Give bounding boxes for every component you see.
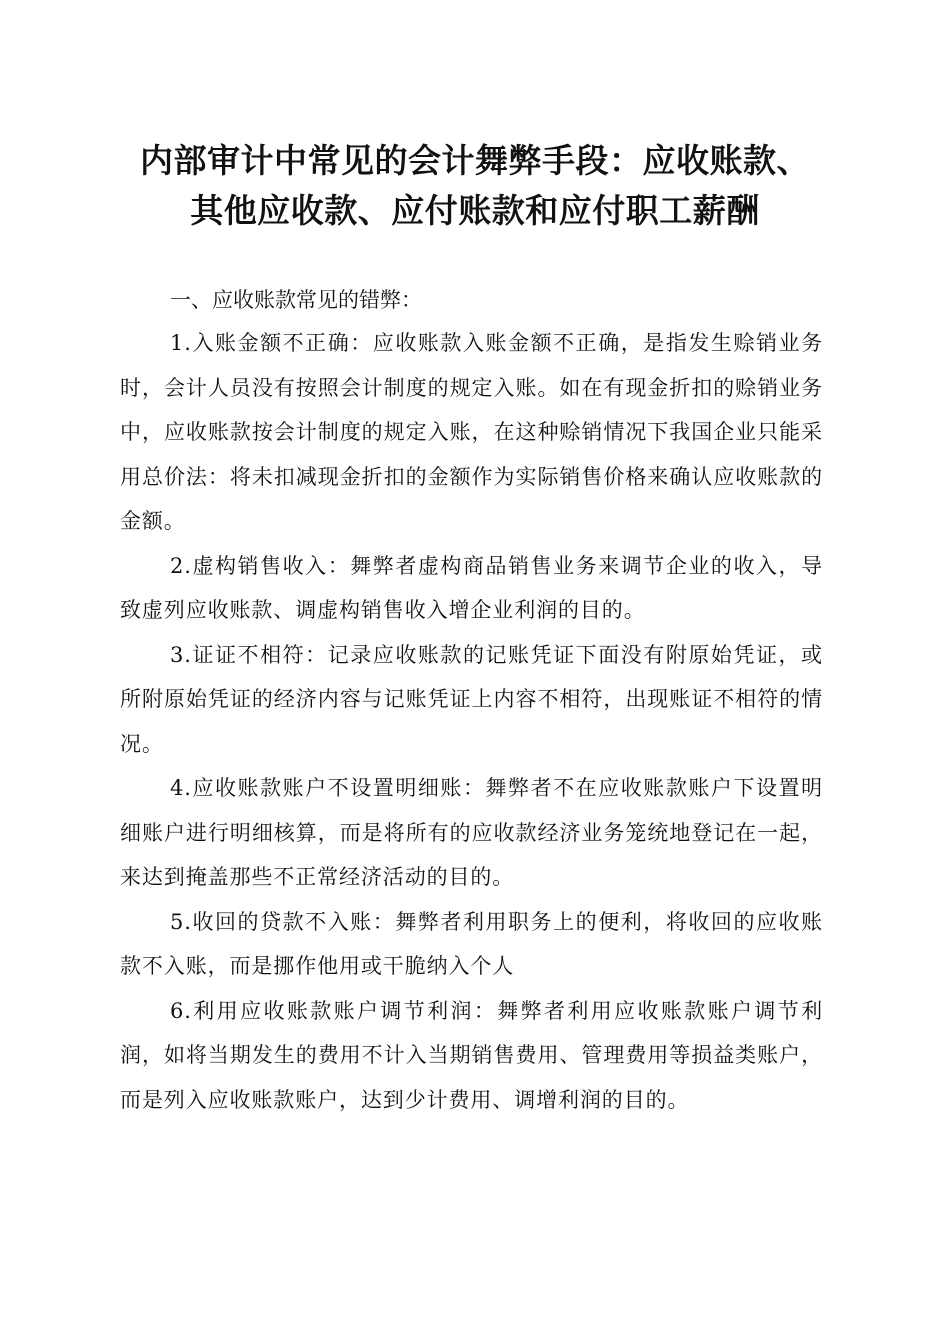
document-title <box>60 136 890 236</box>
section-heading: 一、应收账款常见的错弊： <box>170 288 422 312</box>
document-body <box>120 279 823 1122</box>
paragraph-6: 6.利用应收账款账户调节利润：舞弊者利用应收账款账户调节利润，如将当期发生的费用不计入当期销售费用、管理费用等损益类账户，而是列入应收账款账户，达到少计费用、调增利润的目的。 <box>120 998 823 1112</box>
paragraph-5: 5.收回的贷款不入账：舞弊者利用职务上的便利，将收回的应收账款不入账，而是挪作他用或干脆纳入个人 <box>120 909 823 978</box>
title-line-1: 内部审计中常见的会计舞弊手段：应收账款、 <box>140 141 810 180</box>
paragraph-2: 2.虚构销售收入：舞弊者虚构商品销售业务来调节企业的收入，导致虚列应收账款、调虚构销售收入增企业利润的目的。 <box>120 553 823 622</box>
paragraph-1: 1.入账金额不正确：应收账款入账金额不正确，是指发生赊销业务时，会计人员没有按照会计制度的规定入账。如在有现金折扣的赊销业务中，应收账款按会计制度的规定入账，在这种赊销情况下我国企业只能采用总价法：将未扣减现金折扣的金额作为实际销售价格来确认应收账款的金额。 <box>120 331 823 533</box>
paragraph-4: 4.应收账款账户不设置明细账：舞弊者不在应收账款账户下设置明细账户进行明细核算，而是将所有的应收款经济业务笼统地登记在一起，来达到掩盖那些不正常经济活动的目的。 <box>120 776 823 889</box>
title-line-2: 其他应收款、应付账款和应付职工薪酬 <box>190 191 760 230</box>
paragraph-3: 3.证证不相符：记录应收账款的记账凭证下面没有附原始凭证，或所附原始凭证的经济内容与记账凭证上内容不相符，出现账证不相符的情况。 <box>120 642 823 756</box>
